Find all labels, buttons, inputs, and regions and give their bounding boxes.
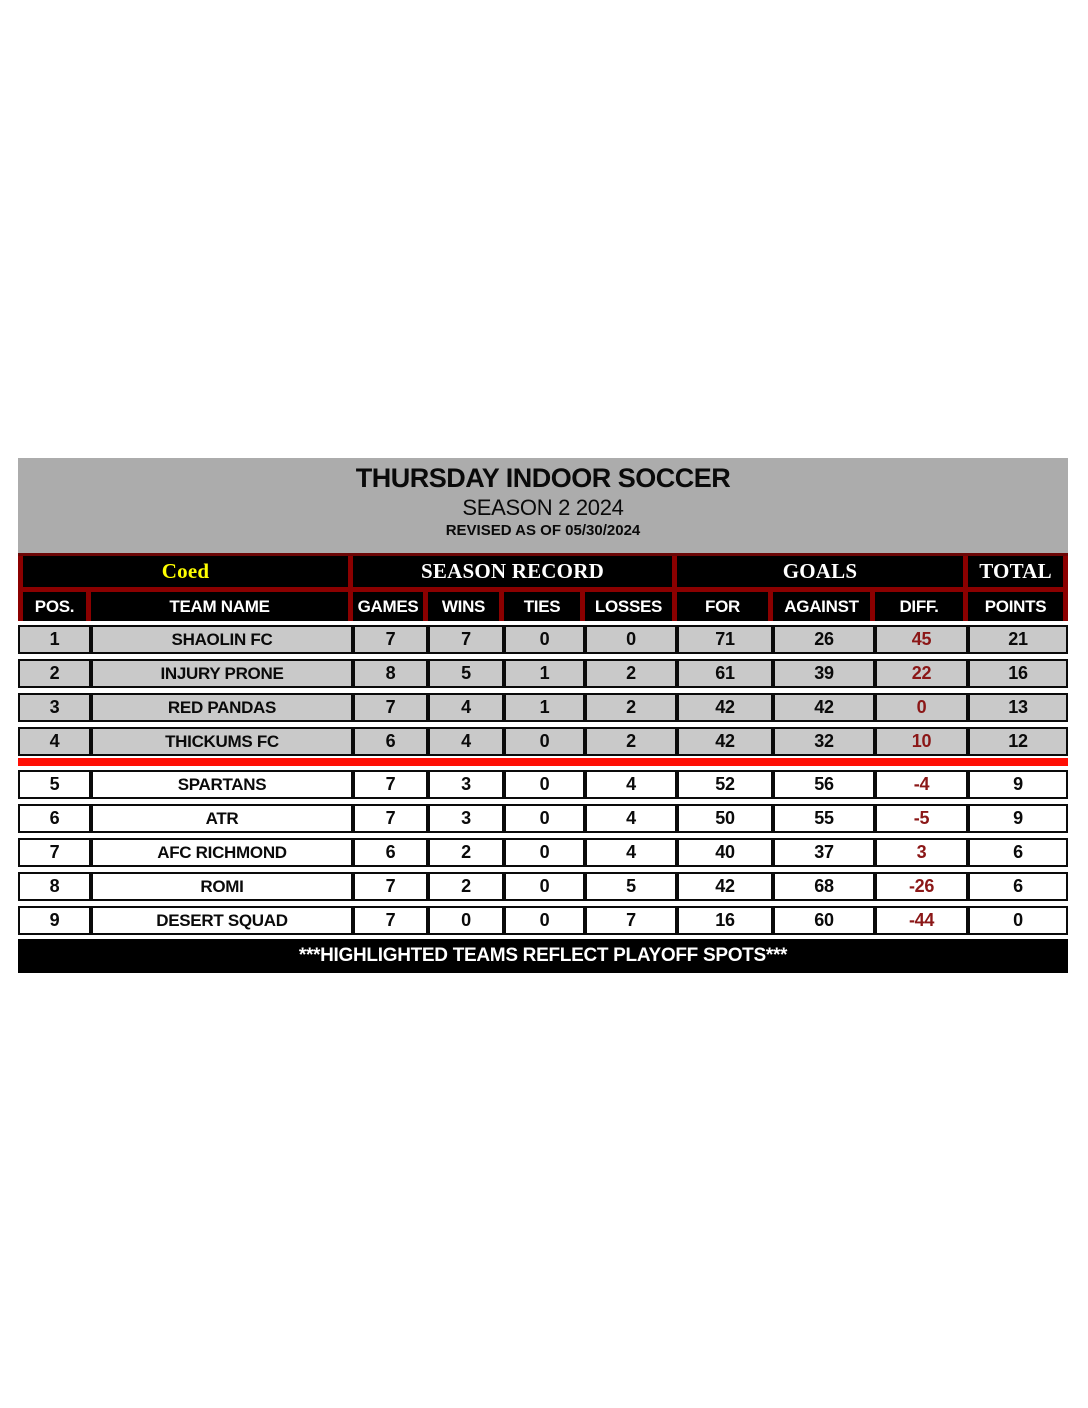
goals-for-cell: 61 (677, 659, 773, 688)
goal-diff-cell: -4 (875, 770, 968, 799)
team-name-cell: SPARTANS (91, 770, 353, 799)
goal-diff-cell: -5 (875, 804, 968, 833)
ties-cell: 0 (504, 625, 585, 654)
goals-for-cell: 71 (677, 625, 773, 654)
team-name-cell: RED PANDAS (91, 693, 353, 722)
losses-cell: 7 (585, 906, 677, 935)
ties-cell: 0 (504, 838, 585, 867)
pos-cell: 9 (18, 906, 91, 935)
pos-cell: 3 (18, 693, 91, 722)
wins-cell: 3 (428, 804, 504, 833)
goal-diff-cell: 45 (875, 625, 968, 654)
pos-cell: 6 (18, 804, 91, 833)
title-band (18, 458, 1068, 553)
goals-for-cell: 42 (677, 872, 773, 901)
wins-cell: 2 (428, 872, 504, 901)
wins-cell: 2 (428, 838, 504, 867)
goal-diff-cell: 22 (875, 659, 968, 688)
column-header-row (18, 592, 1068, 621)
goals-against-cell: 42 (773, 693, 875, 722)
ties-cell: 0 (504, 770, 585, 799)
games-cell: 7 (353, 872, 428, 901)
page-title: THURSDAY INDOOR SOCCER (355, 463, 731, 493)
column-header-ties: TIES (504, 592, 585, 621)
losses-cell: 0 (585, 625, 677, 654)
points-cell: 13 (968, 693, 1068, 722)
goal-diff-cell: 0 (875, 693, 968, 722)
footer-note-bar (18, 939, 1068, 973)
losses-cell: 4 (585, 770, 677, 799)
team-name-cell: SHAOLIN FC (91, 625, 353, 654)
ties-cell: 0 (504, 727, 585, 756)
playoff-cutoff-line (18, 758, 1068, 766)
team-name-cell: DESERT SQUAD (91, 906, 353, 935)
goals-for-cell: 42 (677, 727, 773, 756)
team-name-cell: INJURY PRONE (91, 659, 353, 688)
wins-cell: 4 (428, 727, 504, 756)
pos-cell: 8 (18, 872, 91, 901)
goals-against-cell: 60 (773, 906, 875, 935)
ties-cell: 1 (504, 659, 585, 688)
goals-for-cell: 52 (677, 770, 773, 799)
pos-cell: 2 (18, 659, 91, 688)
goal-diff-cell: 10 (875, 727, 968, 756)
footer-note-text: ***HIGHLIGHTED TEAMS REFLECT PLAYOFF SPOTS*** (298, 945, 788, 966)
team-name-cell: ATR (91, 804, 353, 833)
goals-for-cell: 42 (677, 693, 773, 722)
goals-against-cell: 32 (773, 727, 875, 756)
group-header-coed: Coed (18, 556, 353, 587)
goals-against-cell: 39 (773, 659, 875, 688)
column-header-losses: LOSSES (585, 592, 677, 621)
group-header-row (18, 553, 1068, 592)
goal-diff-cell: -44 (875, 906, 968, 935)
team-name-cell: THICKUMS FC (91, 727, 353, 756)
games-cell: 6 (353, 838, 428, 867)
group-header-goals: GOALS (677, 556, 968, 587)
points-cell: 6 (968, 838, 1068, 867)
column-header-against: AGAINST (773, 592, 875, 621)
ties-cell: 0 (504, 906, 585, 935)
losses-cell: 2 (585, 693, 677, 722)
team-name-cell: ROMI (91, 872, 353, 901)
goals-against-cell: 26 (773, 625, 875, 654)
games-cell: 8 (353, 659, 428, 688)
wins-cell: 4 (428, 693, 504, 722)
ties-cell: 0 (504, 872, 585, 901)
non-playoff-rows (18, 770, 1068, 935)
goals-for-cell: 16 (677, 906, 773, 935)
wins-cell: 7 (428, 625, 504, 654)
column-header-points: POINTS (968, 592, 1068, 621)
revised-date: REVISED AS OF 05/30/2024 (445, 522, 641, 539)
goal-diff-cell: -26 (875, 872, 968, 901)
games-cell: 7 (353, 770, 428, 799)
pos-cell: 4 (18, 727, 91, 756)
games-cell: 6 (353, 727, 428, 756)
goal-diff-cell: 3 (875, 838, 968, 867)
points-cell: 0 (968, 906, 1068, 935)
points-cell: 9 (968, 770, 1068, 799)
losses-cell: 5 (585, 872, 677, 901)
wins-cell: 5 (428, 659, 504, 688)
goals-for-cell: 50 (677, 804, 773, 833)
ties-cell: 1 (504, 693, 585, 722)
games-cell: 7 (353, 906, 428, 935)
team-name-cell: AFC RICHMOND (91, 838, 353, 867)
goals-against-cell: 68 (773, 872, 875, 901)
pos-cell: 1 (18, 625, 91, 654)
pos-cell: 5 (18, 770, 91, 799)
season-subtitle: SEASON 2 2024 (462, 495, 624, 520)
column-header-wins: WINS (428, 592, 504, 621)
losses-cell: 2 (585, 727, 677, 756)
points-cell: 21 (968, 625, 1068, 654)
goals-against-cell: 37 (773, 838, 875, 867)
column-header-pos: POS. (18, 592, 91, 621)
losses-cell: 2 (585, 659, 677, 688)
points-cell: 16 (968, 659, 1068, 688)
column-header-games: GAMES (353, 592, 428, 621)
points-cell: 12 (968, 727, 1068, 756)
losses-cell: 4 (585, 838, 677, 867)
column-header-diff: DIFF. (875, 592, 968, 621)
games-cell: 7 (353, 693, 428, 722)
wins-cell: 3 (428, 770, 504, 799)
points-cell: 9 (968, 804, 1068, 833)
playoff-rows (18, 625, 1068, 756)
pos-cell: 7 (18, 838, 91, 867)
column-header-for: FOR (677, 592, 773, 621)
wins-cell: 0 (428, 906, 504, 935)
ties-cell: 0 (504, 804, 585, 833)
losses-cell: 4 (585, 804, 677, 833)
games-cell: 7 (353, 625, 428, 654)
goals-for-cell: 40 (677, 838, 773, 867)
group-header-season-record: SEASON RECORD (353, 556, 677, 587)
goals-against-cell: 55 (773, 804, 875, 833)
column-header-team-name: TEAM NAME (91, 592, 353, 621)
games-cell: 7 (353, 804, 428, 833)
goals-against-cell: 56 (773, 770, 875, 799)
standings-sheet (18, 458, 1068, 973)
group-header-total: TOTAL (968, 556, 1068, 587)
points-cell: 6 (968, 872, 1068, 901)
